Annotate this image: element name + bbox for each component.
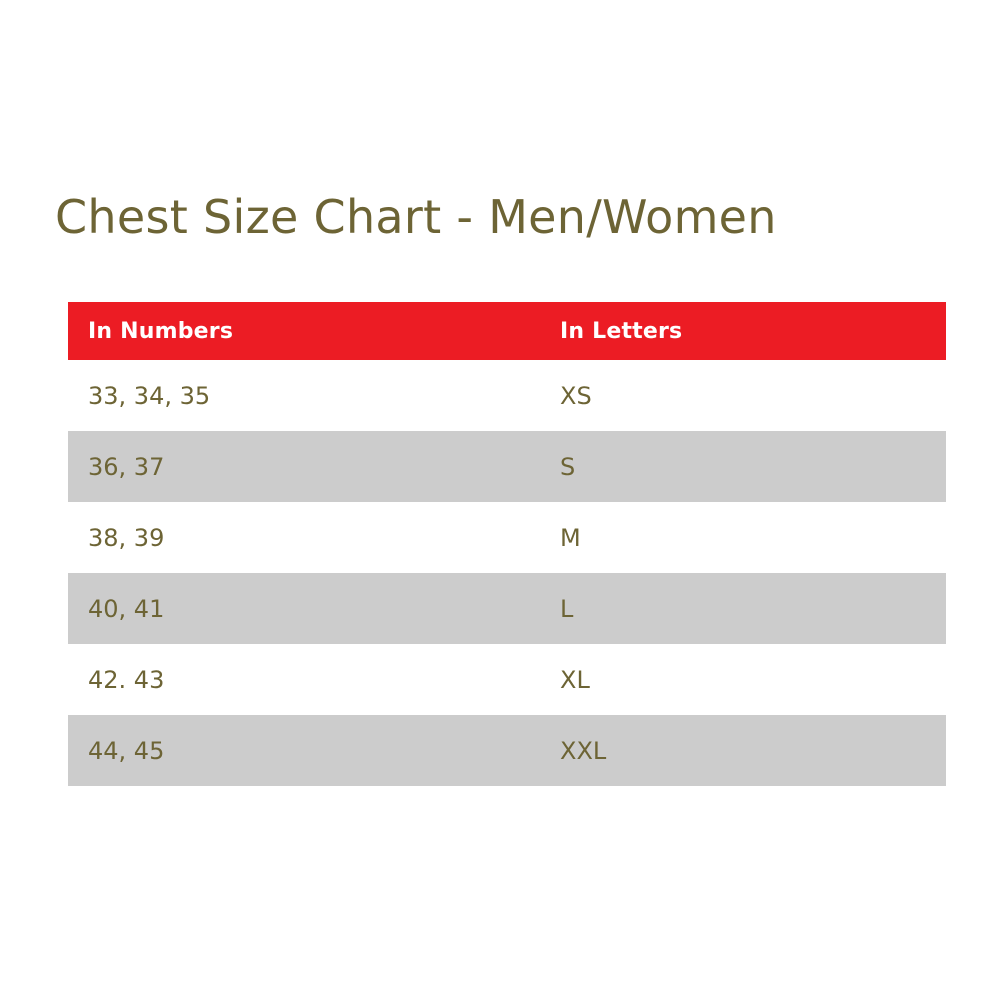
- table-row: [68, 573, 946, 644]
- column-header-in-letters: In Letters: [540, 302, 946, 360]
- cell-letters: XS: [540, 360, 946, 431]
- table-header-row: [68, 302, 946, 360]
- table-row: [68, 644, 946, 715]
- cell-numbers: 40, 41: [68, 573, 540, 644]
- cell-letters: L: [540, 573, 946, 644]
- cell-numbers: 44, 45: [68, 715, 540, 786]
- cell-numbers: 33, 34, 35: [68, 360, 540, 431]
- table-row: [68, 431, 946, 502]
- cell-numbers: 42. 43: [68, 644, 540, 715]
- cell-letters: XL: [540, 644, 946, 715]
- table-row: [68, 502, 946, 573]
- cell-numbers: 36, 37: [68, 431, 540, 502]
- cell-letters: XXL: [540, 715, 946, 786]
- cell-numbers: 38, 39: [68, 502, 540, 573]
- column-header-in-numbers: In Numbers: [68, 302, 540, 360]
- page-title: Chest Size Chart - Men/Women: [55, 190, 777, 244]
- table-row: [68, 715, 946, 786]
- cell-letters: M: [540, 502, 946, 573]
- chest-size-table: [68, 302, 946, 786]
- table-row: [68, 360, 946, 431]
- cell-letters: S: [540, 431, 946, 502]
